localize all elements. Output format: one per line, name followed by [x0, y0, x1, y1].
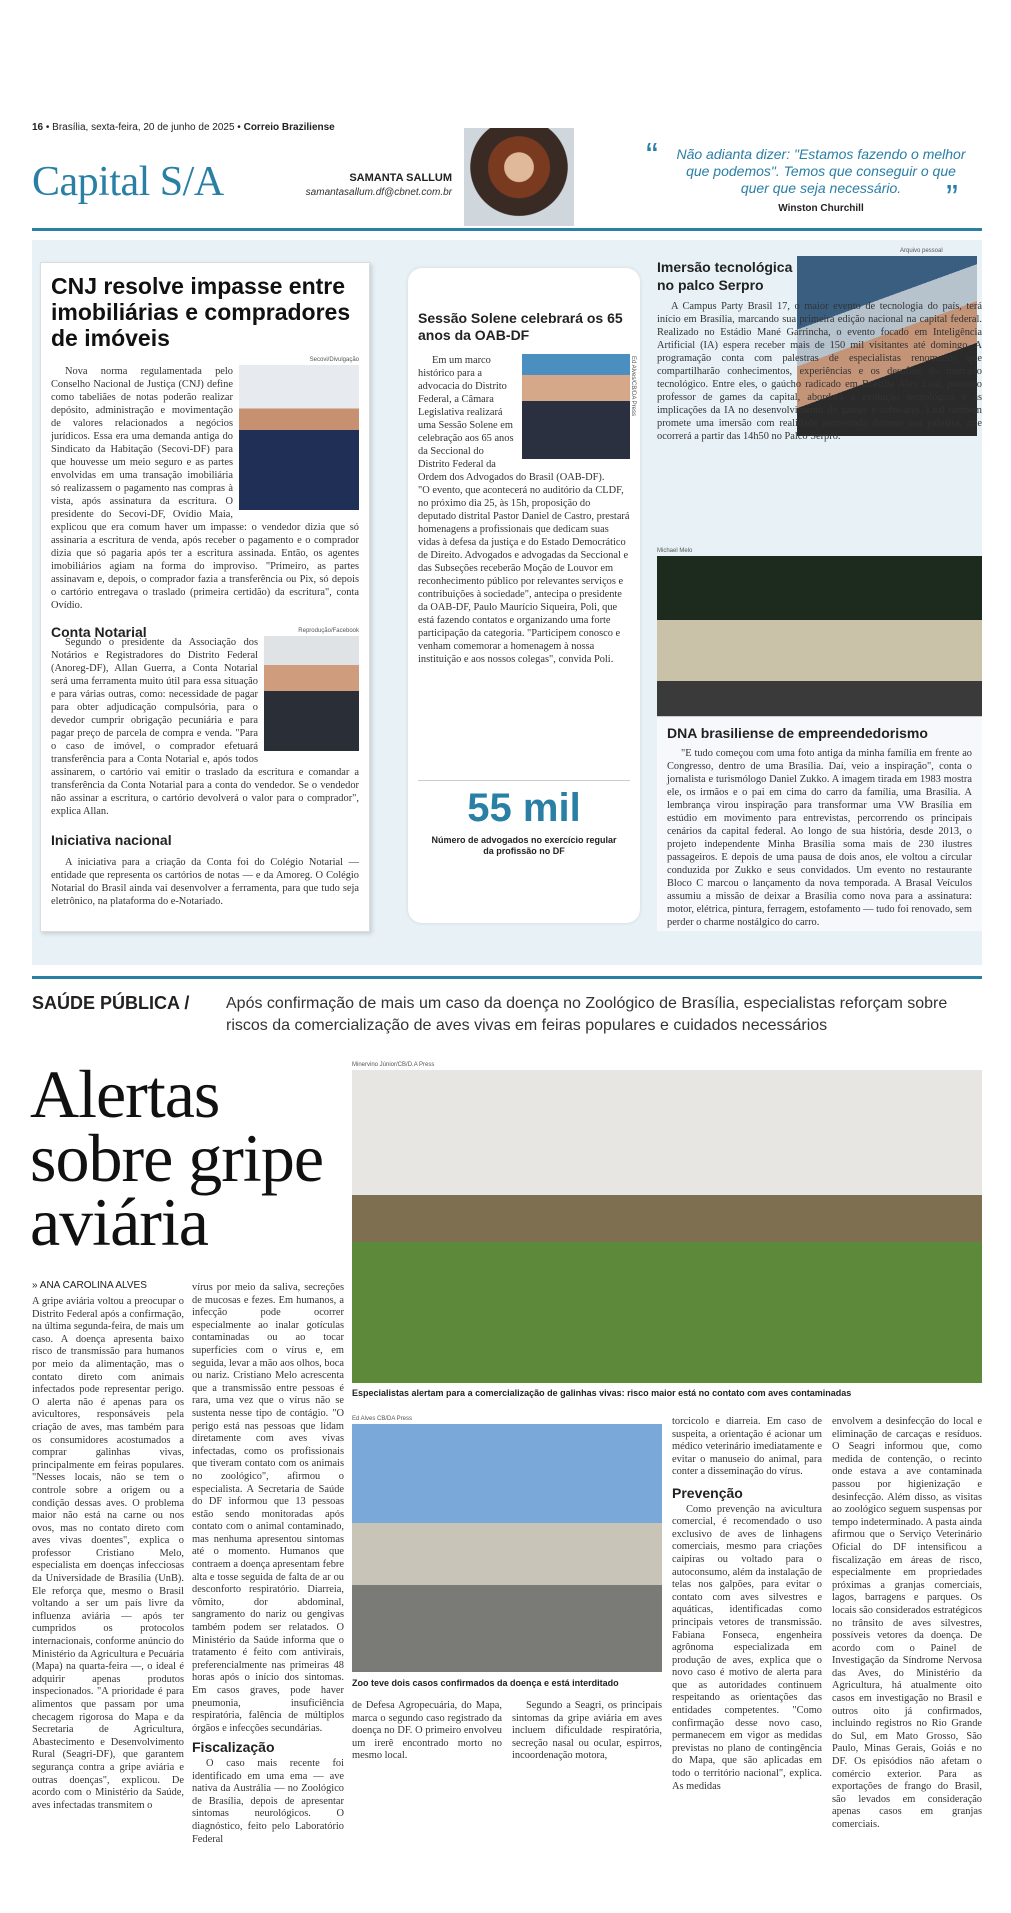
dateline: • Brasília, sexta-feira, 20 de junho de 2025 •: [45, 122, 241, 133]
serpro-headline: Imersão tecnológica no palco Serpro: [657, 259, 793, 293]
serpro-body: A Campus Party Brasil 17, o maior evento de tecnologia do país, terá início em Brasília, marcando sua primeira edição nacional na capital federal. Realizado no Estádio Mané Garrincha, o evento focado em Inteligência Artificial (IA) espera receber mais de 150 mil visitantes até domingo. A programação conta com palestras de especialistas renomados que compartilharão conhecimentos, experiências e os desafios do mercado tecnológico. Entre eles, o gaúcho radicado em Brasília Alex Leal, pioneiro professor de games da capital, abordará a evolução tecnológica e as implicações da IA no desenvolvimento de games e softwares. Leal também promete uma imersão com realidade aumentada durante sua palestra, que ocorrerá a partir das 14h50 no Palco Serpro.: [657, 301, 982, 442]
oab-big-number: 55 mil: [467, 786, 581, 830]
saude-col2: vírus por meio da saliva, secreções de mucosas e fezes. Em humanos, a infecção pode ocorrer especialmente ao inalar gotículas contaminadas ou ao tocar superfícies com o vírus e, em seguida, levar a mão aos olhos, boca ou nariz. Cristiano Melo acrescenta que a transmissão entre pessoas é rara, uma vez que o vírus não se sustenta nesse tipo de contágio. "O perigo está nas pessoas que lidam diretamente com aves vivas infectadas, como os profissionais que tiveram contato com os animais no zoológico", afirmou o especialista. A Secretaria de Saúde do DF informou que 13 pessoas estão sendo monitoradas após contato com o animal contaminado, mas nenhuma apresentou sintomas até o momento. Humanos que contraem a doença apresentam febre alta e tosse seguida de falta de ar ou desconforto respiratório. Diarreia, vômito, dor abdominal, sangramento do nariz ou gengivas também podem ser relatados. O Ministério da Saúde informa que o tratamento é feito com antivirais, preferencialmente nas primeiras 48 horas após o início dos sintomas. Em casos graves, pode haver pneumonia, insuficiência respiratória, falência de múltiplos órgãos e infecções secundárias. Fiscalização O caso mais recente foi identificado em uma ema — ave nativa da Austrália — no Zoológico de Brasília, depois de apresentar sintomas neurológicos. O diagnóstico, feito pelo Laboratório Federal: [192, 1282, 344, 1845]
oab-photo-poli: [522, 354, 630, 459]
dna-photo-vw-brasilia: [657, 556, 982, 716]
cnj-headline: CNJ resolve impasse entre imobiliárias e compradores de imóveis: [51, 273, 351, 351]
cnj-photo2-credit: Reprodução/Facebook: [298, 628, 359, 634]
section-title: Capital S/A: [32, 159, 224, 205]
cnj-article: [40, 262, 370, 932]
page-number: 16: [32, 122, 44, 133]
quote-open-icon: “: [646, 135, 658, 176]
saude-col1: A gripe aviária voltou a preocupar o Distrito Federal após a confirmação, na última segunda-feira, de mais um caso. A doença apresenta baixo risco de transmissão para humanos por meio da alimentação, mas o contato direto com animais infectados pode representar perigo. O alerta não é apenas para os avicultores, responsáveis pela criação de aves, mas também para os consumidores acostumados a comprar galinhas vivas, principalmente em feiras populares. "Nesses locais, não se tem o controle sobre a origem ou a condição dessas aves. O problema maior não está na carne ou nos ovos, mas no contato direto com aves vivas doentes", explica o professor Cristiano Melo, especialista em doenças infecciosas da Universidade de Brasília (UnB). Ele reforça que, mesmo o Brasil voltando a ser um país livre da influenza aviária — após ter cumpridos os protocolos internacionais, conforme anúncio do Ministério da Agricultura e Pecuária (Mapa) na quarta-feira —, o ideal é adquirir apenas produtos inspecionados. "A prioridade é para alimentos que passam por uma checagem rigorosa do Mapa e da Secretaria de Agricultura, Abastecimento e Desenvolvimento Rural (Seagri-DF), que garantem segurança contra a gripe aviária e outras doenças", explicou. De acordo com o Ministério da Saúde, aves infectadas transmitem o: [32, 1296, 184, 1811]
saude-col4: Segundo a Seagri, os principais sintomas da gripe aviária em aves incluem dificuldade respiratória, secreção nasal ou ocular, espirros, incoordenação motora,: [512, 1700, 662, 1762]
saude-deck: Após confirmação de mais um caso da doença no Zoológico de Brasília, especialistas reforçam sobre riscos da comercialização de aves vivas em feiras populares e cuidados necessários: [226, 995, 948, 1034]
dna-headline: DNA brasiliense de empreendedorismo: [667, 725, 928, 741]
saude-photo-credit: Minervino Júnior/CB/D.A Press: [352, 1062, 435, 1068]
columnist-name: SAMANTA SALLUM: [349, 172, 452, 184]
saude-kicker: SAÚDE PÚBLICA /: [32, 993, 190, 1013]
quote-close-icon: ”: [946, 177, 958, 218]
oab-body-main: "O evento, que acontecerá no auditório da CLDF, no próximo dia 25, às 15h, proposição do deputado distrital Pastor Daniel de Castro, prestará homenagens a profissionais que dedicam suas vidas à defesa da justiça e do Estado Democrático de Direito. Advogados e advogadas da Seccional e das Subseções receberão Moção de Louvor em reconhecimento público por relevantes serviços e contribuições à sociedade", antecipa o presidente da OAB-DF, Paulo Maurício Siqueira, Poli, que está fazendo contatos e organizando uma forte participação da categoria. "Participem conosco e venham comemorar a homenagem à nossa instituição e aos nossos colegas", convida Poli.: [418, 485, 630, 665]
saude-photo2-caption: Zoo teve dois casos confirmados da doença e está interditado: [352, 1678, 619, 1688]
saude-photo-chickens: [352, 1070, 982, 1383]
columnist-email: samantasallum.df@cbnet.com.br: [305, 187, 452, 198]
oab-headline: Sessão Solene celebrará os 65 anos da OAB-DF: [418, 310, 623, 343]
saude-col3: de Defesa Agropecuária, do Mapa, marca o segundo caso registrado da doença no DF. O primeiro envolveu um irerê encontrado morto no mesmo local.: [352, 1700, 502, 1762]
oab-big-caption: Número de advogados no exercício regular da profissão no DF: [431, 835, 617, 856]
quote-author: Winston Churchill: [778, 203, 864, 214]
cnj-subhead-conta-notarial: Conta Notarial: [51, 624, 147, 640]
saude-byline: » ANA CAROLINA ALVES: [32, 1280, 147, 1291]
saude-photo-caption: Especialistas alertam para a comercialização de galinhas vivas: risco maior está no contato com aves contaminadas: [352, 1388, 852, 1398]
saude-photo-zoo: [352, 1424, 662, 1672]
cnj-photo-credit: Secovi/Divulgação: [309, 357, 359, 363]
dna-box: [657, 716, 982, 931]
header-quote: Não adianta dizer: "Estamos fazendo o melhor que podemos". Temos que conseguir o que quer que seja necessário.: [676, 146, 966, 196]
cnj-body2: Segundo o presidente da Associação dos Notários e Registradores do Distrito Federal (Anoreg-DF), Allan Guerra, a Conta Notarial será uma ferramenta muito útil para essa situação e para várias outras, como: necessidade de pagar para obter adjudicação compulsória, para o devedor cumprir obrigação pecuniária e para pagar preço de parcela de compra e venda. "Para o caso de imóvel, o comprador efetuará transferência para a Conta Notarial e, após todos assinarem, o cartório vai emitir o traslado da escritura e comandar a transferência da Conta Notarial para a conta do vendedor. Se o vendedor não assinar a escritura, o cartório devolverá o valor para o comprador", explica Allan.: [51, 637, 359, 817]
saude-col5: torcicolo e diarreia. Em caso de suspeita, a orientação é acionar um médico veterinário imediatamente e evitar o manuseio do animal, para conter a disseminação do vírus. Prevenção Como prevenção na avicultura comercial, é recomendado o uso exclusivo de aves de linhagens comerciais, mesmo para criações caipiras ou voltado para o autoconsumo, além da instalação de telas nos galpões, para evitar o contato com aves silvestres e aquáticas, identificadas como principais vetores de transmissão. Fabiana Fonseca, engenheira agrônoma especializada em produção de aves, explica que o novo caso é motivo de alerta para que as autoridades continuem respeitando as orientações das entidades competentes. "Como confirmação desse novo caso, permanecem em vigor as medidas previstas no plano de contingência do Mapa, que são aplicadas em todo o território nacional", explica. As medidas: [672, 1416, 822, 1792]
header-rule: [32, 228, 982, 231]
oab-stat-rule: [418, 780, 630, 781]
saude-headline: Alertas sobre gripe aviária: [30, 1056, 324, 1260]
saude-subhead-fiscalizacao: Fiscalização: [192, 1739, 275, 1756]
saude-subhead-prevencao: Prevenção: [672, 1484, 743, 1501]
cnj-body: Nova norma regulamentada pelo Conselho Nacional de Justiça (CNJ) define como tabeliães de notas poderão realizar depósito, administração e movimentação de valores relacionados a negócios jurídicos. Essa era uma demanda antiga do Sindicato da Habitação (Secovi-DF) para que houvesse um meio seguro e as partes envolvidas em uma transação imobiliária só realizassem o pagamento nas compras à vista, após assinatura da escritura. O presidente do Secovi-DF, Ovídio Maia, explicou que era comum haver um impasse: o vendedor dizia que só assinaria a escritura de venda, após receber o pagamento e o comprador dizia que só pagaria após ter a escritura assinada. Então, os agentes imobiliários agiam na forma do improviso. "Primeiro, as partes assinavam e, depois, o comprador fazia a transferência ou Pix, só depois o cartório entregava o traslado (primeira certidão) da escritura", conta Ovídio.: [51, 366, 359, 611]
saude-col6: envolvem a desinfecção do local e eliminação de carcaças e resíduos. O Seagri informou que, como medida de contenção, o recinto onde estava a ave contaminada passou por higienização e desinfecção. Além disso, as visitas ao zoológico seguem suspensas por tempo indeterminado. A pasta ainda afirmou que o Serviço Veterinário Oficial do DF intensificou a fiscalização em áreas de risco, especialmente em propriedades próximas a granjas comerciais, lagos, barragens e parques. Os locais são considerados estratégicos no trânsito de aves silvestres, possíveis vetores da doença. De acordo com o Painel de Investigação da Síndrome Nervosa das Aves, do Ministério da Agricultura, há atualmente oito casos em investigação no Brasil e outros oito já confirmados, incluindo registros no Rio Grande do Sul, em Mato Grosso, São Paulo, Minas Gerais, Goiás e no DF. Os episódios não afetam o comércio exterior. Para as exportações de frango do Brasil, são levados em consideração apenas casos em granjas comerciais.: [832, 1416, 982, 1830]
saude-photo2-credit: Ed Alves CB/DA Press: [352, 1416, 413, 1422]
columnist-photo: [464, 128, 574, 226]
serpro-photo-credit: Arquivo pessoal: [900, 248, 943, 254]
cnj-photo-ovidio: [239, 365, 359, 510]
dna-photo-credit: Michael Melo: [657, 548, 693, 554]
cnj-subhead-iniciativa: Iniciativa nacional: [51, 832, 172, 848]
cnj-body3: A iniciativa para a criação da Conta foi do Colégio Notarial — entidade que representa os cartórios de notas — e da Amoreg. O Colégio Notarial do Brasil ainda vai desenvolver a ferramenta, para que tudo seja eletrônico, na plataforma do e-Notariado.: [51, 857, 359, 907]
oab-body-intro: Em um marco histórico para a advocacia do Distrito Federal, a Câmara Legislativa realizará uma Sessão Solene em celebração aos 65 anos da Seccional do Distrito Federal da Ordem dos Advogados do Brasil (OAB-DF).: [418, 355, 605, 483]
oab-photo-credit: Ed Alves/CB/DA Press: [630, 356, 636, 417]
cnj-photo-allan: [264, 636, 359, 751]
newspaper-name: Correio Braziliense: [243, 122, 335, 133]
section-rule: [32, 976, 982, 979]
dna-body: "E tudo começou com uma foto antiga da minha família em frente ao Congresso, dentro de uma Brasília. Daí, veio a inspiração", conta o jornalista e turismólogo Daniel Zukko. A imagem tirada em 1983 mostra ele, os irmãos e o pai em cima do carro da família, uma Brasília. A lembrança virou inspiração para transformar uma VW Brasília em estúdio em movimento para entrevistas, percorrendo os principais cenários da capital federal. Ao longo de sua história, desde 2013, o projeto independente Minha Brasília soma mais de 230 ilustres passageiros. E depois de uma pausa de dois anos, ele voltou a circular conduzida por Zukko e seus convidados. Um evento no restaurante Bloco C marcou o lançamento da nova temporada. A Brasal Veículos assumiu a missão de deixar a Brasília como nova para a assinatura: motor, elétrica, pintura, ferragem, estofamento — tudo foi renovado, sem perder o charme nostálgico do carro.: [667, 748, 972, 928]
